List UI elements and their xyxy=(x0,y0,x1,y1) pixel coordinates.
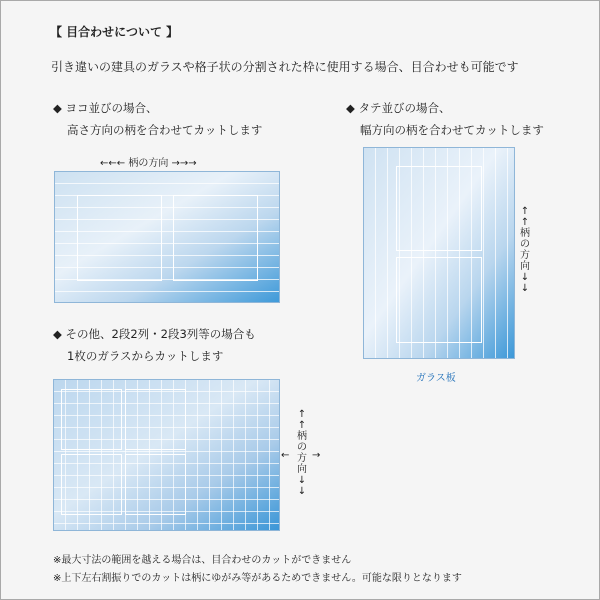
yoko-title: ◆ ヨコ並びの場合、 xyxy=(53,101,158,115)
note-1: ※最大寸法の範囲を越える場合は、目合わせのカットができません xyxy=(53,555,352,566)
yoko-cut-right xyxy=(173,195,258,281)
other-left-arrow: ← xyxy=(281,450,290,461)
yoko-cut-left xyxy=(77,195,162,281)
other-cut-top-left xyxy=(61,389,122,450)
yoko-glass-panel xyxy=(54,171,280,303)
tate-glass-panel xyxy=(363,147,515,359)
tate-cut-bottom xyxy=(396,257,482,343)
other-desc: 1枚のガラスからカットします xyxy=(67,349,224,363)
other-direction-label: ↑ ↑ 柄 の 方 向 ↓ ↓ xyxy=(297,409,307,497)
intro-text: 引き違いの建具のガラスや格子状の分割された枠に使用する場合、目合わせも可能です xyxy=(51,60,519,74)
other-glass-panel xyxy=(53,379,280,531)
tate-title: ◆ タテ並びの場合、 xyxy=(346,101,451,115)
page-heading: 【 目合わせについて 】 xyxy=(50,25,179,39)
yoko-direction-label: ←←← 柄の方向 →→→ xyxy=(100,158,197,169)
other-cut-bottom-left xyxy=(61,454,122,515)
tate-direction-label: ↑ ↑ 柄 の 方 向 ↓ ↓ xyxy=(520,206,530,294)
note-2: ※上下左右割振りでのカットは柄にゆがみ等があるためできません。可能な限りとなります xyxy=(53,573,462,584)
other-cut-top-right xyxy=(125,389,186,450)
tate-desc: 幅方向の柄を合わせてカットします xyxy=(360,123,544,137)
other-cut-bottom-right xyxy=(125,454,186,515)
yoko-desc: 高さ方向の柄を合わせてカットします xyxy=(67,123,263,137)
other-right-arrow: → xyxy=(312,450,321,461)
tate-cut-top xyxy=(396,166,482,251)
glass-plate-caption: ガラス板 xyxy=(416,373,456,384)
other-title: ◆ その他、2段2列・2段3列等の場合も xyxy=(53,327,256,341)
